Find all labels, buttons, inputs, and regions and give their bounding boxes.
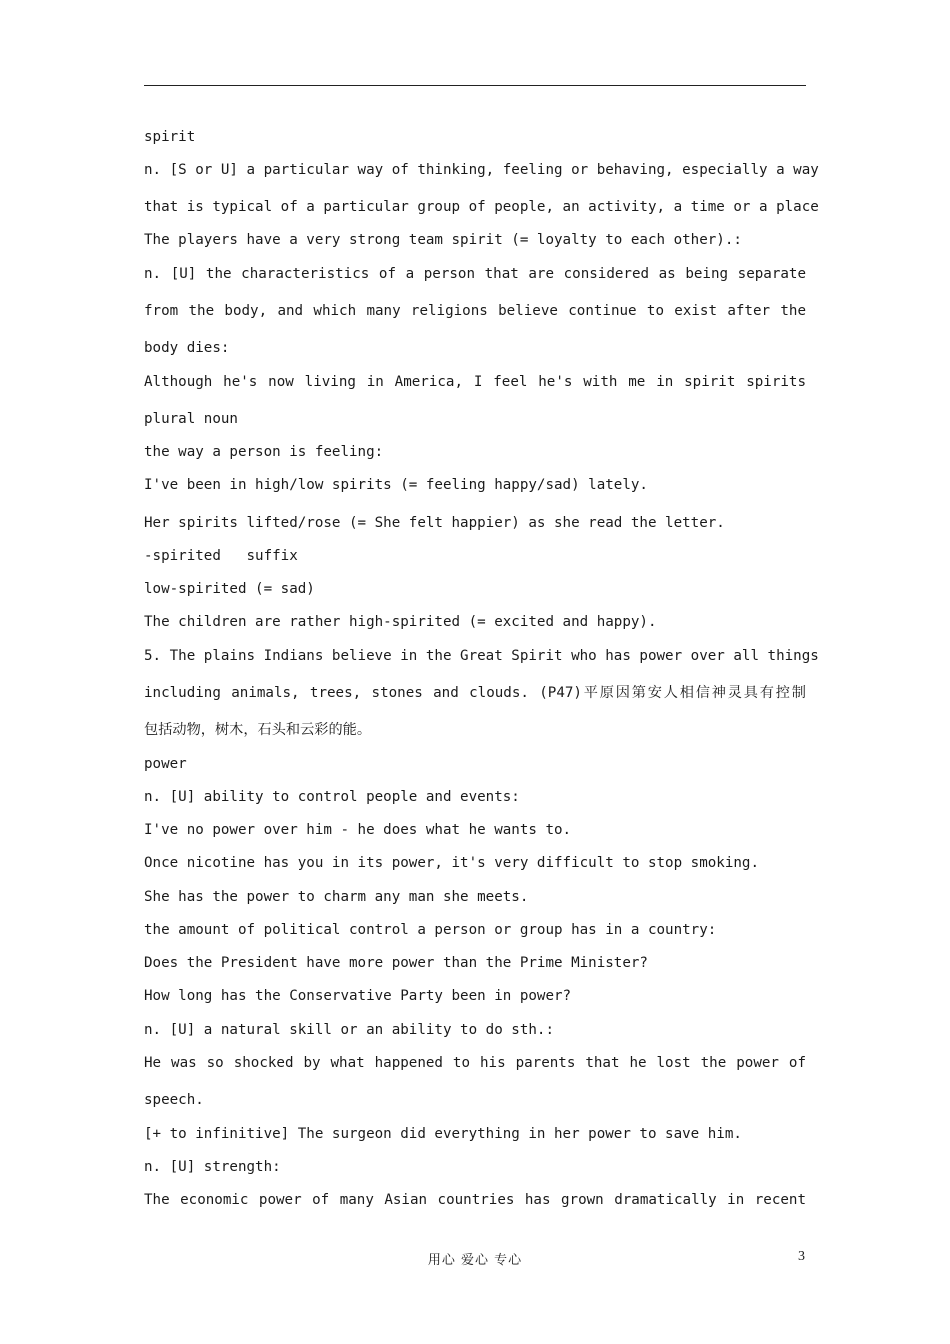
page-number: 3 <box>798 1249 805 1264</box>
footer-motto: 用心 爱心 专心 <box>427 1253 523 1268</box>
text-line: Her spirits lifted/rose (= She felt happier) as she read the letter. <box>144 515 725 531</box>
text-line: 包括动物，树木，石头和云彩的能。 <box>144 722 372 738</box>
text-line: She has the power to charm any man she meets. <box>144 889 529 905</box>
text-line: The children are rather high-spirited (= excited and happy). <box>144 614 657 630</box>
text-line: n. [U] a natural skill or an ability to do sth.: <box>144 1022 554 1038</box>
text-line: He was so shocked by what happened to his parents that he lost the power of <box>144 1055 806 1071</box>
text-line: How long has the Conservative Party been in power? <box>144 988 572 1004</box>
text-line: [+ to infinitive] The surgeon did everything in her power to save him. <box>144 1126 742 1142</box>
text-line: body dies: <box>144 340 230 356</box>
text-line: including animals, trees, stones and clouds. (P47)平原因第安人相信神灵具有控制 <box>144 685 806 701</box>
text-line: Although he's now living in America, I feel he's with me in spirit spirits <box>144 374 806 390</box>
text-line: plural noun <box>144 411 238 427</box>
text-line: n. [U] ability to control people and events: <box>144 789 520 805</box>
text-line: -spirited suffix <box>144 548 298 564</box>
text-line: speech. <box>144 1092 204 1108</box>
text-line: Once nicotine has you in its power, it's very difficult to stop smoking. <box>144 855 759 871</box>
header-rule <box>144 85 806 86</box>
text-line: spirit <box>144 129 196 145</box>
text-line: n. [S or U] a particular way of thinking, feeling or behaving, especially a way <box>144 162 819 178</box>
text-line: The economic power of many Asian countries has grown dramatically in recent <box>144 1192 806 1208</box>
text-line: Does the President have more power than the Prime Minister? <box>144 955 648 971</box>
text-line: The players have a very strong team spirit (= loyalty to each other).: <box>144 232 742 248</box>
text-line: n. [U] the characteristics of a person that are considered as being separate <box>144 266 806 282</box>
text-line: 5. The plains Indians believe in the Great Spirit who has power over all things <box>144 648 819 664</box>
text-line: n. [U] strength: <box>144 1159 281 1175</box>
text-line: the way a person is feeling: <box>144 444 384 460</box>
text-line: power <box>144 756 187 772</box>
text-line: the amount of political control a person or group has in a country: <box>144 922 717 938</box>
text-line: I've been in high/low spirits (= feeling happy/sad) lately. <box>144 477 648 493</box>
text-line: I've no power over him - he does what he wants to. <box>144 822 572 838</box>
text-line: from the body, and which many religions believe continue to exist after the <box>144 303 806 319</box>
text-line: that is typical of a particular group of people, an activity, a time or a place <box>144 199 819 215</box>
text-line: low-spirited (= sad) <box>144 581 315 597</box>
